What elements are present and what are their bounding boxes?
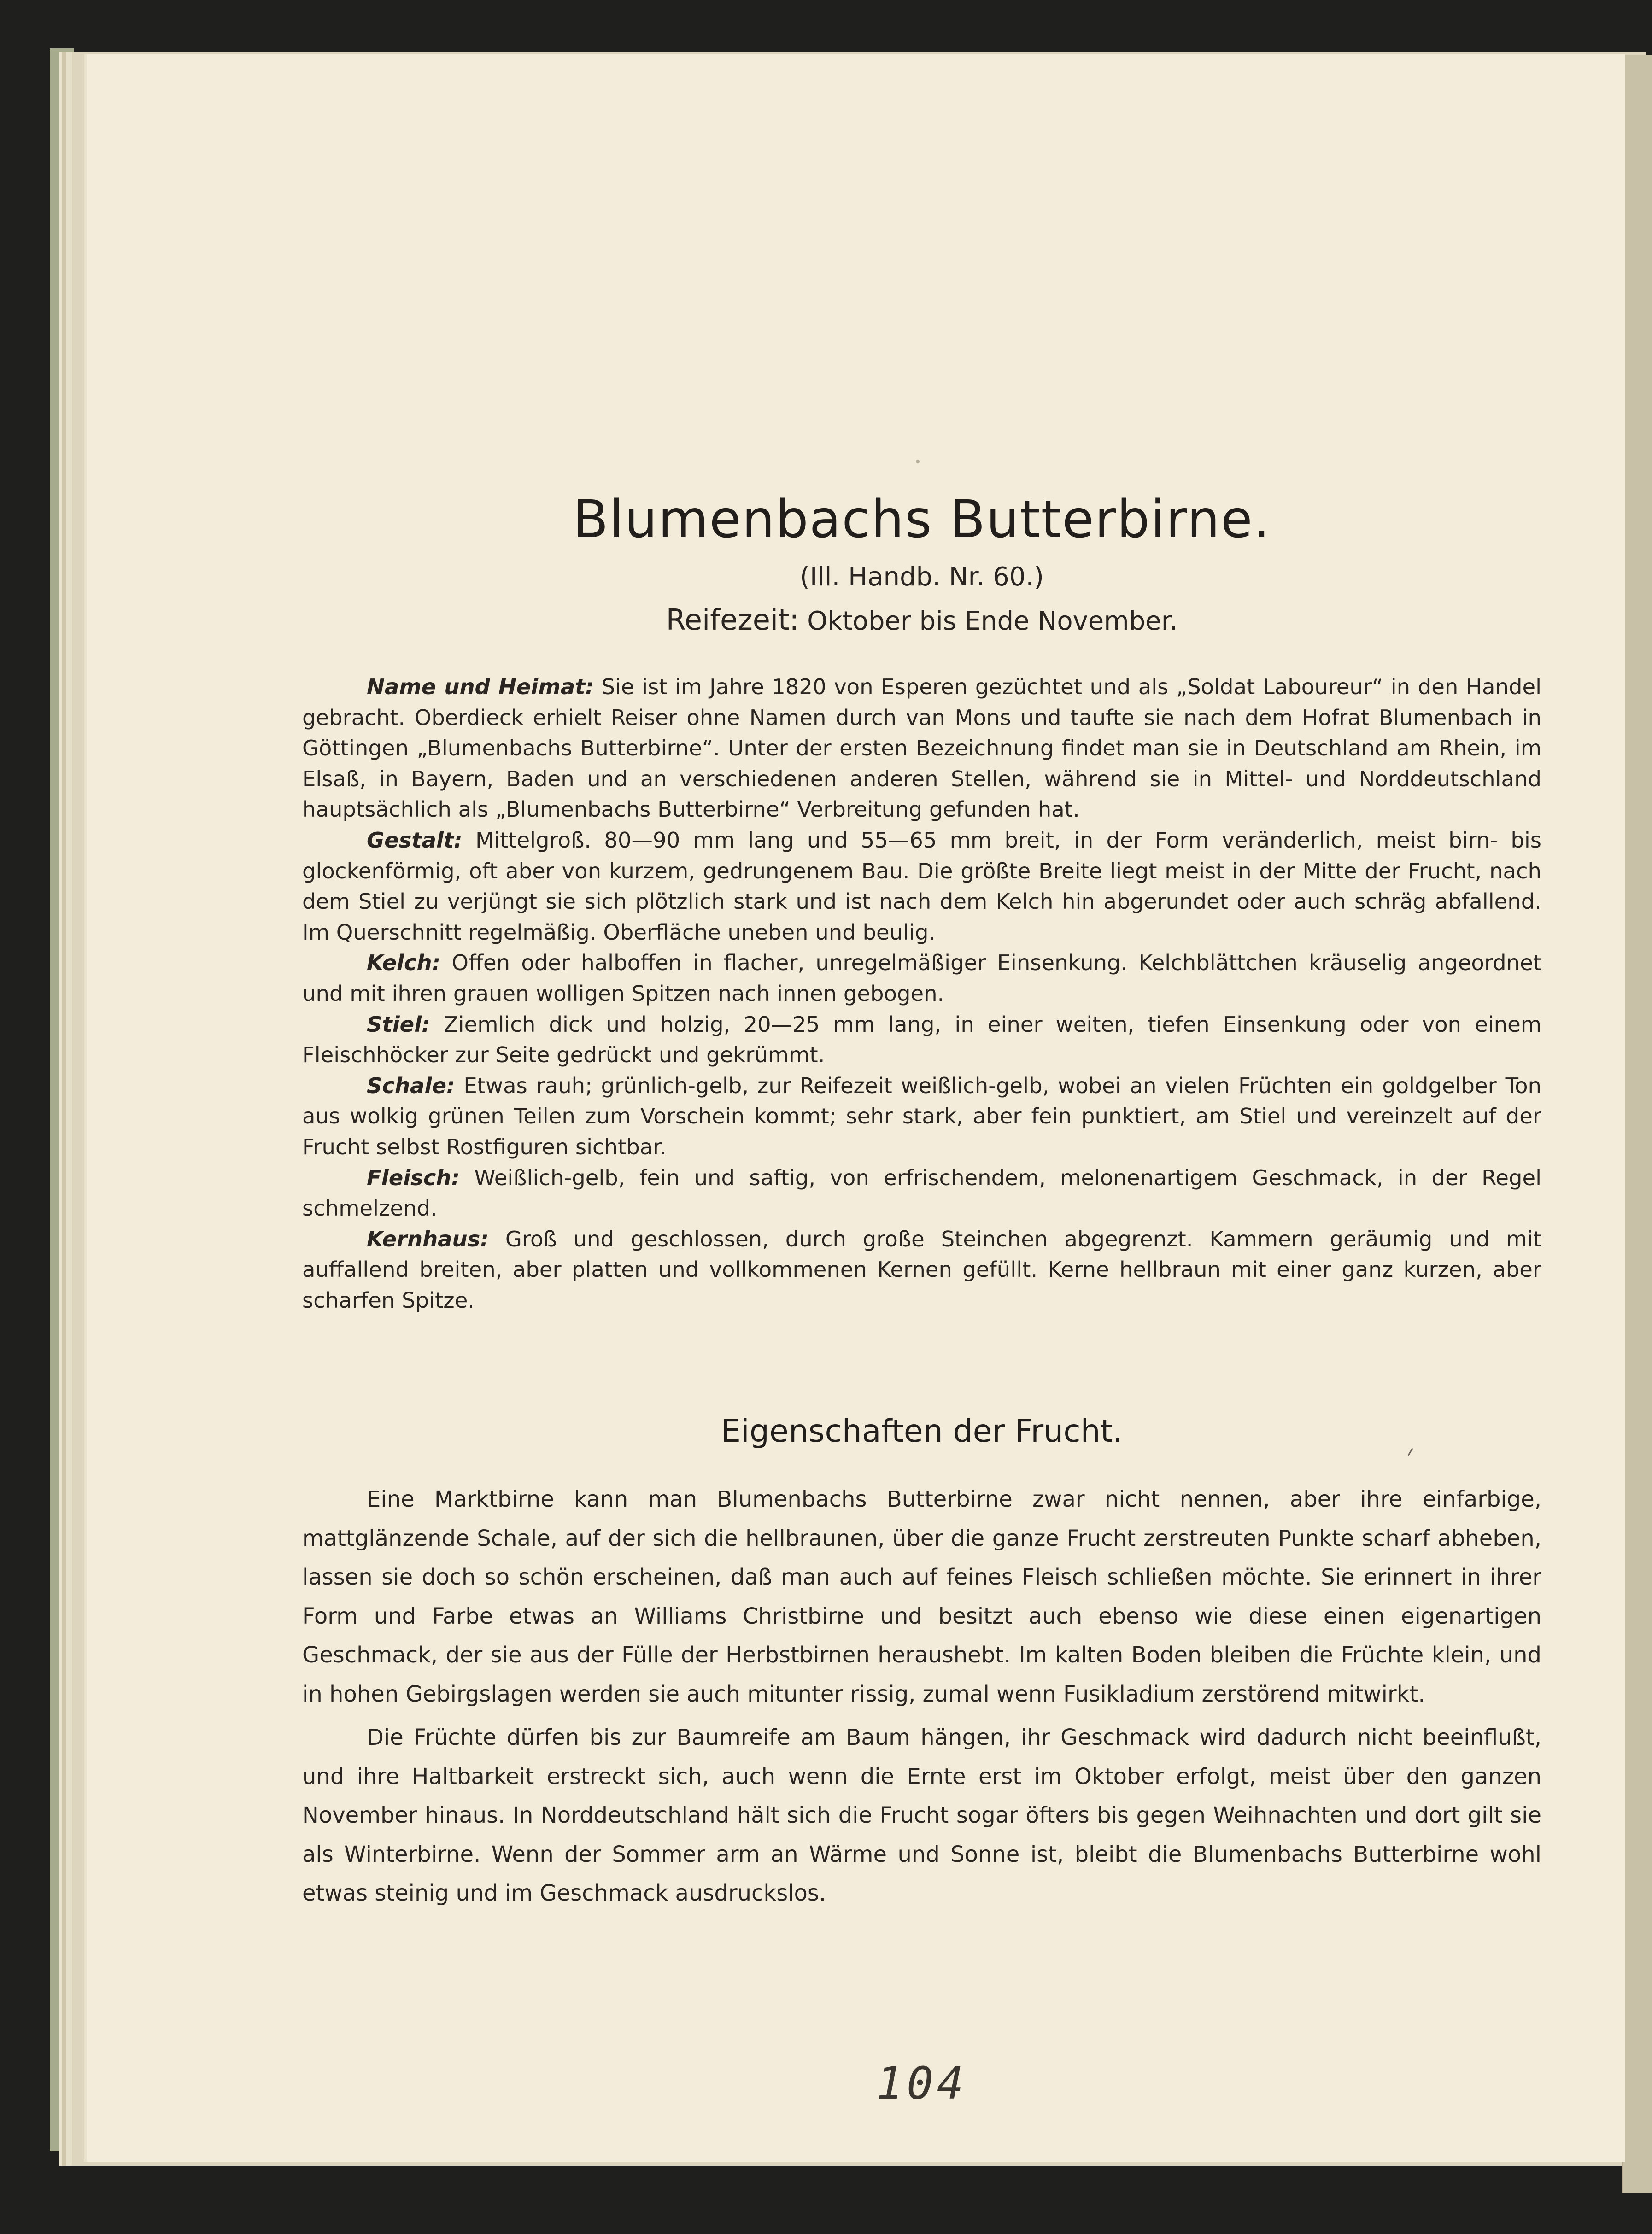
description-text: Sie ist im Jahre 1820 von Esperen gezüchtet und als „Soldat Laboureur“ in den Handel gebracht. Oberdieck erhielt Reiser ohne Namen durch van Mons und taufte sie nach dem Hofrat Blumenbach in Göttingen „Blumenbachs Butterbirne“. Unter der ersten Bezeichnung findet man sie in Deutschland am Rhein, im Elsaß, in Bayern, Baden und an verschiedenen anderen Stellen, während sie in Mittel- und Norddeutschland hauptsächlich als „Blumenbachs Butterbirne“ Verbreitung gefunden hat. bbox=[302, 674, 1541, 822]
page-title: Blumenbachs Butterbirne. bbox=[573, 490, 1271, 550]
paragraph: Die Früchte dürfen bis zur Baumreife am Baum hängen, ihr Geschmack wird dadurch nicht beeinflußt, und ihre Haltbarkeit erstreckt sich, auch wenn die Ernte erst im Oktober erfolgt, meist über den ganzen November hinaus. In Norddeutschland hält sich die Frucht sogar öfters bis gegen Weihnachten und dort gilt sie als Winterbirne. Wenn der Sommer arm an Wärme und Sonne ist, bleibt die Blumenbachs Butterbirne wohl etwas steinig und im Geschmack ausdruckslos. bbox=[302, 1725, 1541, 1906]
ripening-time bbox=[302, 602, 1541, 640]
paper-speck bbox=[916, 460, 920, 463]
properties-text bbox=[302, 1480, 1541, 1918]
page-number: 104 bbox=[876, 2058, 967, 2109]
description-block bbox=[302, 672, 1541, 1316]
facing-page-edge bbox=[1622, 55, 1652, 2193]
description-term: Name und Heimat: bbox=[367, 674, 594, 699]
book-page bbox=[87, 54, 1625, 2162]
paragraph: Eine Marktbirne kann man Blumenbachs Butterbirne zwar nicht nennen, aber ihre einfarbige, mattglänzende Schale, auf der sich die hellbraunen, über die ganze Frucht zerstreuten Punkte scharf abheben, lassen sie doch so schön erscheinen, daß man auch auf feines Fleisch schließen möchte. Sie erinnert in ihrer Form und Farbe etwas an Williams Christbirne und besitzt auch ebenso wie diese einen eigenartigen Geschmack, der sie aus der Fülle der Herbstbirnen heraushebt. Im kalten Boden bleiben die Früchte klein, und in hohen Gebirgslagen werden sie auch mitunter rissig, zumal wenn Fusikladium zerstörend mitwirkt. bbox=[302, 1486, 1541, 1707]
ripening-value: Oktober bis Ende November. bbox=[807, 606, 1178, 636]
description-text: Mittelgroß. 80—90 mm lang und 55—65 mm breit, in der Form veränderlich, meist birn- bis glockenförmig, oft aber von kurzem, gedrungenem Bau. Die größte Breite liegt meist in der Mitte der Frucht, nach dem Stiel zu verjüngt sie sich plötzlich stark und ist nach dem Kelch hin abgerundet oder auch schräg abfallend. Im Querschnitt regelmäßig. Oberfläche uneben und beulig. bbox=[302, 827, 1541, 945]
description-term: Fleisch: bbox=[367, 1165, 460, 1190]
description-text: Weißlich-gelb, fein und saftig, von erfrischendem, melonenartigem Geschmack, in der Regel schmelzend. bbox=[302, 1165, 1541, 1221]
description-entry-skin bbox=[302, 1070, 1541, 1163]
description-text: Ziemlich dick und holzig, 20—25 mm lang, in einer weiten, tiefen Einsenkung oder von einem Fleischhöcker zur Seite gedrückt und gekrümmt. bbox=[302, 1012, 1542, 1068]
section-heading: Eigenschaften der Frucht. bbox=[721, 1413, 1123, 1450]
description-term: Kernhaus: bbox=[367, 1226, 489, 1252]
description-entry-stalk bbox=[302, 1009, 1541, 1070]
description-term: Gestalt: bbox=[367, 827, 463, 853]
description-entry-name bbox=[302, 672, 1541, 825]
description-entry-core bbox=[302, 1224, 1541, 1316]
handbook-reference: (Ill. Handb. Nr. 60.) bbox=[800, 562, 1044, 592]
description-text: Groß und geschlossen, durch große Steinchen abgegrenzt. Kammern geräumig und mit auffallend breiten, aber platten und vollkommenen Kernen gefüllt. Kerne hellbraun mit einer ganz kurzen, aber scharfen Spitze. bbox=[302, 1226, 1542, 1313]
description-text: Etwas rauh; grünlich-gelb, zur Reifezeit weißlich-gelb, wobei an vielen Früchten ein goldgelber Ton aus wolkig grünen Teilen zum Vorschein kommt; sehr stark, aber fein punktiert, am Stiel und vereinzelt auf der Frucht selbst Rostfiguren sichtbar. bbox=[302, 1073, 1541, 1159]
description-entry-flesh bbox=[302, 1163, 1541, 1224]
ripening-label: Reifezeit: bbox=[666, 603, 799, 637]
description-term: Schale: bbox=[367, 1073, 455, 1098]
description-term: Stiel: bbox=[367, 1012, 430, 1037]
description-entry-shape bbox=[302, 825, 1541, 947]
description-term: Kelch: bbox=[367, 950, 441, 976]
description-text: Offen oder halboffen in flacher, unregelmäßiger Einsenkung. Kelchblättchen kräuselig angeordnet und mit ihren grauen wolligen Spitzen nach innen gebogen. bbox=[302, 950, 1542, 1006]
description-entry-calyx bbox=[302, 947, 1541, 1009]
